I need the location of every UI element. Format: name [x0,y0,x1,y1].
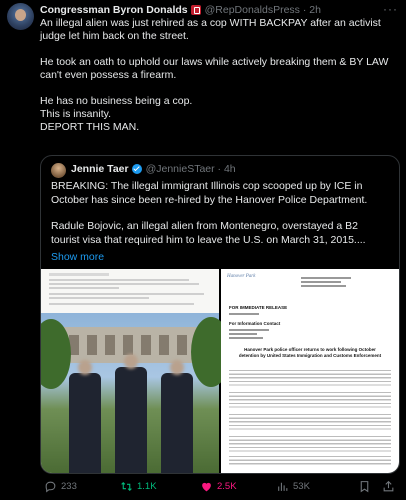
quoted-line: tourist visa that required him to leave the U.S. on March 31, 2015.... [51,233,366,246]
officers-photo [41,313,219,473]
show-more-link[interactable]: Show more [51,251,105,263]
quoted-text [51,180,391,247]
quoted-author-name: Jennie Taer [71,163,129,175]
doc-logo: Hanover Park [227,274,256,279]
reply-button[interactable] [44,480,77,493]
post-line: He took an oath to uphold our laws while actively breaking them & BY LAW [40,56,389,68]
quoted-post[interactable] [40,155,400,474]
quoted-media[interactable] [41,269,399,473]
like-button[interactable] [200,480,237,493]
post-line: can't even possess a firearm. [40,69,177,81]
doc-contact-label: For Information Contact [229,321,281,326]
doc-headline: Hanover Park police officer returns to work following October detention by United States Immigration and Customs Enforcement [238,347,382,358]
quoted-line: BREAKING: The illegal immigrant Illinois cop scooped up by ICE in [51,180,363,192]
press-release-image[interactable] [221,269,399,473]
views-button[interactable] [276,480,310,493]
reply-count: 233 [61,480,77,492]
views-chart-icon [276,480,289,493]
doc-release-label: FOR IMMEDIATE RELEASE [229,305,288,310]
quoted-author-avatar [51,163,66,178]
post-header [40,3,400,17]
repost-count: 1.1K [137,480,157,492]
post-line: DEPORT THIS MAN. [40,121,140,133]
more-options-icon[interactable]: ··· [383,2,398,16]
like-count: 2.5K [217,480,237,492]
author-name[interactable]: Congressman Byron Donalds [40,4,188,16]
facebook-post-image[interactable] [41,269,219,473]
verified-badge-icon [132,164,142,174]
post-actions [40,478,400,494]
quoted-line: October has since been re-hired by the Hanover Police Department. [51,193,368,206]
quoted-header [71,163,236,175]
share-icon [382,480,395,493]
repost-button[interactable] [120,480,157,493]
government-badge-icon [191,5,201,15]
quoted-line: Radule Bojovic, an illegal alien from Montenegro, overstayed a B2 [51,220,359,232]
share-button[interactable] [382,480,399,493]
author-avatar[interactable] [7,3,34,30]
bookmark-icon [358,480,371,493]
post-line: judge let him back on the street. [40,30,189,42]
bookmark-button[interactable] [358,480,375,493]
quoted-handle-time: @JennieSTaer · 4h [145,163,236,175]
heart-icon [200,480,213,493]
author-handle-time[interactable]: @RepDonaldsPress · 2h [204,4,321,16]
repost-icon [120,480,133,493]
view-count: 53K [293,480,310,492]
post-line: He has no business being a cop. [40,95,193,107]
reply-icon [44,480,57,493]
post-line: This is insanity. [40,108,111,120]
post-line: An illegal alien was just rehired as a cop WITH BACKPAY after an activist [40,17,381,29]
post-text [40,17,398,134]
